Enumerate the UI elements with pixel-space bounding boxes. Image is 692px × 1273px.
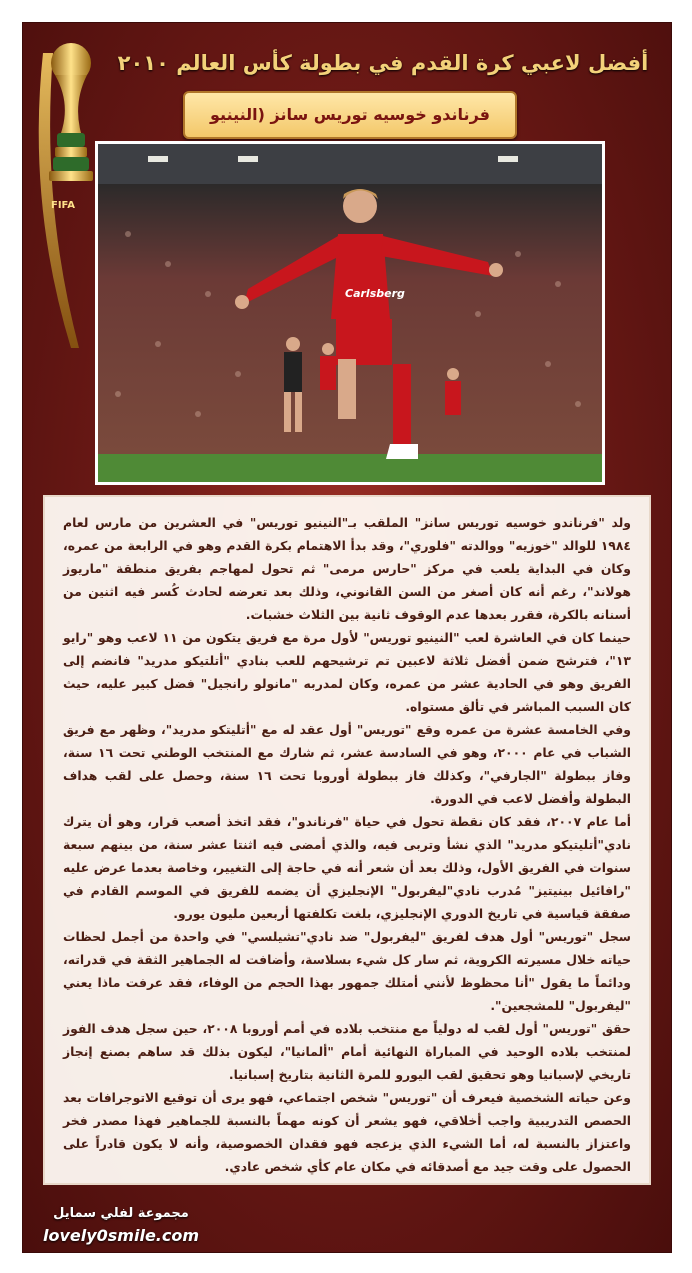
- jersey-sponsor-text: Carlsberg: [345, 287, 405, 300]
- footer-group-name: مجموعة لفلي سمايل: [53, 1206, 189, 1221]
- article-paragraph-4: أما عام ٢٠٠٧، فقد كان نقطة تحول في حياة "فرناندو"، فقد اتخذ أصعب قرار، وهو أن يترك نادي"أتليتيكو مدريد" الذي نشأ وتربى فيه، والذي أمضى فيه اثنتا عشر سنة، من بينهم سبعة سنوات في الفريق الأول، وذلك بعد أن شعر أنه في حاجة إلى التغيير، وخاصة بعدما عرض عليه "رافائيل بينيتيز" مُدرب نادي"ليفربول" الإنجليزي أن يضمه للفريق في الموسم القادم في صفقة قياسية في تاريخ الدوري الإنجليزي، بلغت تكلفتها أربعين مليون يورو.: [63, 814, 631, 921]
- player-name-banner: فرناندو خوسيه توريس سانز (النينيو: [183, 91, 517, 139]
- page-title: أفضل لاعبي كرة القدم في بطولة كأس العالم ٢٠١٠: [117, 51, 649, 75]
- article-paragraph-5: سجل "توريس" أول هدف لفريق "ليفربول" ضد نادي"تشيلسي" في واحدة من أجمل لحظات حياته خلال مسيرته الكروية، ثم سار كل شيء بسلاسة، وأضافت له الجماهير الثقة في قدراته، ودائماً ما يقول "أنا محظوظ لأنني أمتلك جمهور بهذا الحجم من الوفاء، فقد عرفت ماذا يعني "ليفربول" للمشجعين".: [63, 929, 631, 1013]
- article-text-box: [43, 495, 651, 1185]
- article-paragraph-1: ولد "فرناندو خوسيه توريس سانز" الملقب بـ"النينيو توريس" في العشرين من مارس لعام ١٩٨٤ للوالد "خوزيه" ووالدته "فلوري"، وقد بدأ الاهتمام بكرة القدم وهو في الرابعة من عمره، وكان في البداية يلعب في مركز "حارس مرمى" ثم تحول لمهاجم بفريق منطقة "ماريوز هولاند"، رغم أنه كان أصغر من السن القانوني، وذلك بعد تعرضه لحادث كُسر فيه اثنين من أسنانه بالكرة، فقرر بعدها عدم الوقوف ثانية بين الثلاث خشبات.: [63, 515, 631, 622]
- page-frame: [22, 22, 672, 1253]
- article-paragraph-2: حينما كان في العاشرة لعب "النينيو توريس" لأول مرة مع فريق يتكون من ١١ لاعب وهو "رايو ١٣"، فترشح ضمن أفضل ثلاثة لاعبين تم ترشيحهم للعب بنادي "أتلتيكو مدريد" فانضم إلى الفريق وهو في الحادية عشر من عمره، وكان لمدربه "مانولو رانجيل" فضل كبير عليه، حيث كان السبب المباشر في تألق مستواه.: [63, 630, 631, 714]
- svg-text:FIFA: FIFA: [51, 200, 75, 211]
- footer-site-link[interactable]: lovely0smile.com: [42, 1226, 200, 1245]
- article-paragraph-3: وفي الخامسة عشرة من عمره وقع "توريس" أول عقد له مع "أتليتكو مدريد"، وظهر مع فريق الشباب في عام ٢٠٠٠، وهو في السادسة عشر، ثم شارك مع المنتخب الوطني تحت ١٦ سنة، وفاز ببطولة "الجارفي"، وكذلك فاز ببطولة أوروبا تحت ١٦ سنة، وحصل على لقب هداف البطولة وأفضل لاعب في الدورة.: [63, 722, 631, 806]
- article-paragraph-7: وعن حياته الشخصية فيعرف أن "توريس" شخص اجتماعي، فهو يرى أن توقيع الاتوجرافات بعد الحصص التدريبية واجب أخلاقي، فهو يشعر أن كونه مهماً بالنسبة للجماهير فهذا مصدر فخر واعتزاز بالنسبة له، أما الشيء الذي يزعجه فهو فقدان الخصوصية، وأنه لا يكون قادراً على الحصول على وقت جيد مع أصدقائه في مكان عام كأي شخص عادي.: [63, 1090, 631, 1174]
- article-paragraph-6: حقق "توريس" أول لقب له دولياً مع منتخب بلاده في أمم أوروبا ٢٠٠٨، حين سجل هدف الفوز لمنتخب بلاده الوحيد في المباراة النهائية أمام "ألمانيا"، ليكون بذلك قد ساهم بصنع إنجاز تاريخي لإسبانيا وهو تحقيق لقب اليورو للمرة الثانية بتاريخ إسبانيا.: [63, 1021, 631, 1082]
- player-photo: [95, 141, 605, 485]
